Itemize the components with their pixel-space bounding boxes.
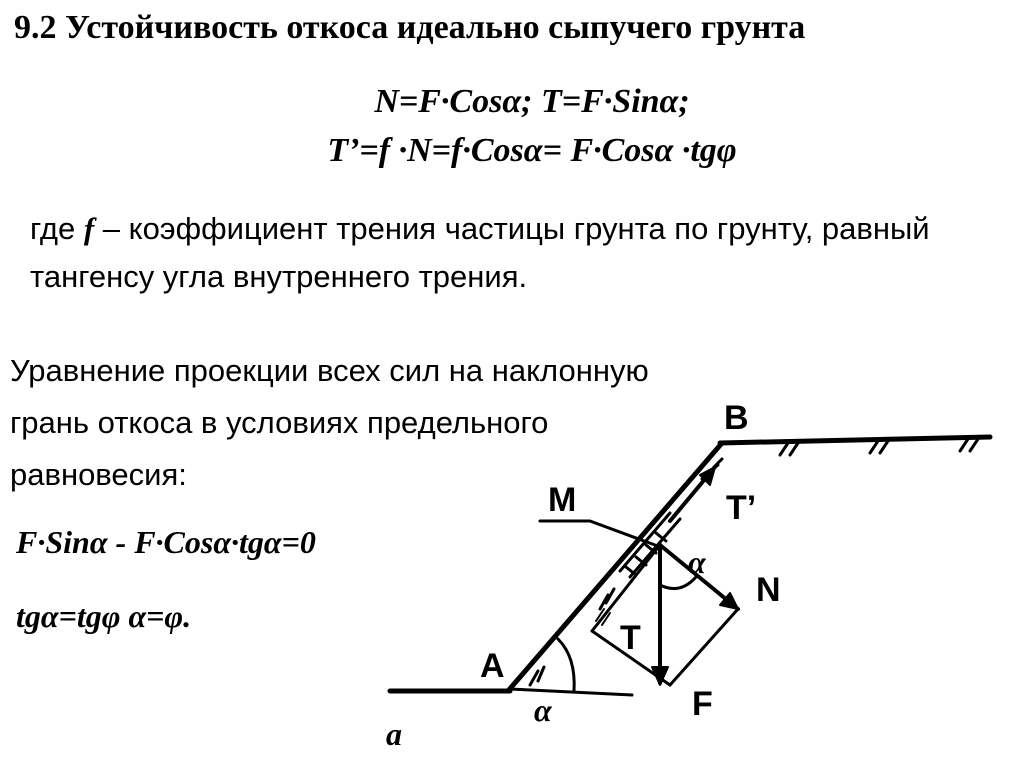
paragraph-equation-intro: Уравнение проекции всех сил на наклонную грань откоса в условиях предельного равновесия:: [10, 353, 649, 492]
label-T: T: [620, 619, 641, 657]
friction-variable: f: [83, 211, 95, 246]
result-equation: tgα=tgφ α=φ.: [16, 598, 192, 634]
formula-line-1: N=F·Cosα; T=F·Sinα;: [374, 83, 690, 120]
label-M: M: [548, 481, 577, 519]
angle-base-line: [510, 689, 632, 695]
label-alpha-top: α: [688, 544, 706, 580]
alpha-arc-bottom: [558, 639, 574, 691]
slide-title: 9.2 Устойчивость откоса идеально сыпучего грунта: [14, 9, 806, 46]
parallelogram-right: [670, 609, 738, 685]
label-A: A: [480, 647, 505, 685]
top-surface: [720, 437, 990, 443]
slope-force-diagram: [370, 395, 1010, 767]
paragraph-prefix: где: [30, 211, 84, 246]
label-T-prime: T’: [726, 489, 757, 527]
paragraph-friction-definition: [10, 205, 1024, 301]
label-alpha-bottom: α: [534, 692, 552, 728]
formula-line-2: T’=f ·N=f·Cosα= F·Cosα ·tgφ: [327, 132, 737, 169]
equilibrium-equation: F·Sinα - F·Cosα·tgα=0: [16, 524, 316, 560]
label-B: B: [724, 399, 749, 437]
paragraph-rest: – коэффициент трения частицы грунта по грунту, равный тангенсу угла внутреннего трения.: [30, 211, 930, 294]
label-a: a: [386, 716, 402, 752]
label-N: N: [756, 571, 781, 609]
label-F: F: [692, 685, 713, 723]
